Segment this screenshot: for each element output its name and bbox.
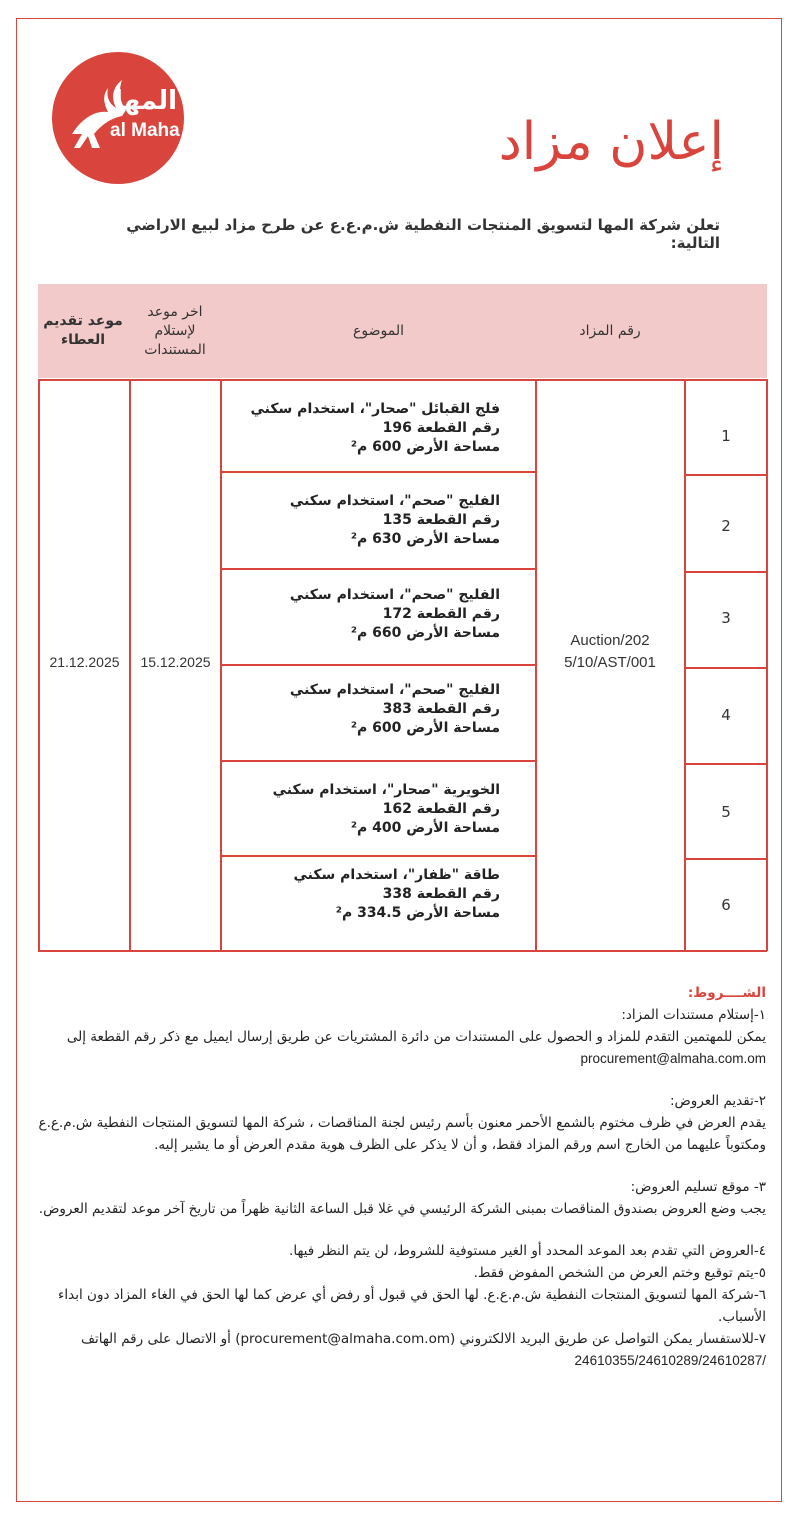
phone-numbers: 24610355/24610289/24610287/	[574, 1353, 766, 1368]
row-number: 4	[721, 706, 731, 724]
term-2-body: يقدم العرض في ظرف مختوم بالشمع الأحمر معنون بأسم رئيس لجنة المناقصات ، شركة المها لتسويق المنتجات النفطية ش.م.ع.ع ومكتوباً عليهما من الخارج اسم ورقم المزاد فقط، و أن لا يذكر على الظرف هوية مقدم العرض أو ما يشير إليه.	[38, 1115, 766, 1153]
term-1-body: يمكن للمهتمين التقدم للمزاد و الحصول على المستندات من دائرة المشتريات عن طريق إرسال ايميل مع ذكر رقم القطعة إلى procurement@almaha.com.om	[66, 1029, 766, 1066]
docs-deadline-date: 15.12.2025	[140, 654, 211, 670]
bid-deadline-date: 21.12.2025	[49, 654, 120, 670]
al-maha-logo	[52, 52, 184, 184]
logo-arabic-text: المها	[114, 86, 178, 116]
procurement-email-link[interactable]: procurement@almaha.com.om	[580, 1051, 766, 1066]
terms-section	[34, 982, 766, 1372]
logo-english-text: al Maha	[110, 120, 180, 141]
header-auction-no: رقم المزاد	[579, 322, 641, 339]
row-number: 6	[721, 896, 731, 914]
term-6: ٦-شركة المها لتسويق المنتجات النفطية ش.م.ع.ع. لها الحق في قبول أو رفض أي عرض كما لها الحق في الغاء المزاد دون ابداء الأسباب.	[58, 1287, 766, 1325]
subject-cell: طاقة "ظفار"، استخدام سكني رقم القطعة 338 مساحة الأرض 334.5 م²	[293, 867, 500, 921]
table-header	[38, 284, 767, 378]
term-3-body: يجب وضع العروض بصندوق المناقصات بمبنى الشركة الرئيسي في غلا قبل الساعة الثانية ظهراً من تاريخ آخر موعد لتقديم العروض.	[38, 1201, 766, 1217]
term-5: ٥-يتم توقيع وختم العرض من الشخص المفوض فقط.	[473, 1265, 766, 1281]
term-7: ٧-للاستفسار يمكن التواصل عن طريق البريد الالكتروني (procurement@almaha.com.om) أو الاتصال على رقم الهاتف 24610355/24610289/24610287/	[80, 1331, 766, 1368]
header-bid-deadline: موعد تقديم العطاء	[43, 313, 123, 348]
row-number: 2	[721, 517, 731, 535]
intro-text: تعلن شركة المها لتسويق المنتجات النفطية ش.م.ع.ع عن طرح مزاد لبيع الاراضي التالية:	[126, 216, 720, 252]
subject-cell: فلج القبائل "صحار"، استخدام سكني رقم القطعة 196 مساحة الأرض 600 م²	[250, 401, 500, 455]
page-title: إعلان مزاد	[498, 112, 724, 172]
oryx-icon	[52, 52, 184, 184]
term-3-title: ٣- موقع تسليم العروض:	[630, 1179, 766, 1195]
header-docs-deadline: اخر موعد لإستلام المستندات	[144, 303, 206, 358]
terms-heading: الشــــروط:	[687, 985, 766, 1001]
subject-cell: الخويرية "صحار"، استخدام سكني رقم القطعة 162 مساحة الأرض 400 م²	[272, 782, 500, 836]
row-number: 1	[721, 427, 731, 445]
subject-cell: الفليج "صحم"، استخدام سكني رقم القطعة 383 مساحة الأرض 600 م²	[289, 682, 500, 736]
subject-cell: الفليج "صحم"، استخدام سكني رقم القطعة 135 مساحة الأرض 630 م²	[289, 493, 500, 547]
row-number: 3	[721, 609, 731, 627]
subject-cell: الفليج "صحم"، استخدام سكني رقم القطعة 172 مساحة الأرض 660 م²	[289, 587, 500, 641]
term-4: ٤-العروض التي تقدم بعد الموعد المحدد أو الغير مستوفية للشروط، لن يتم النظر فيها.	[289, 1243, 766, 1259]
term-2-title: ٢-تقديم العروض:	[669, 1093, 766, 1109]
term-1-title: ١-إستلام مستندات المزاد:	[621, 1007, 766, 1023]
row-number: 5	[721, 803, 731, 821]
header-subject: الموضوع	[353, 322, 404, 339]
auction-number: Auction/202 5/10/AST/001	[564, 632, 656, 671]
